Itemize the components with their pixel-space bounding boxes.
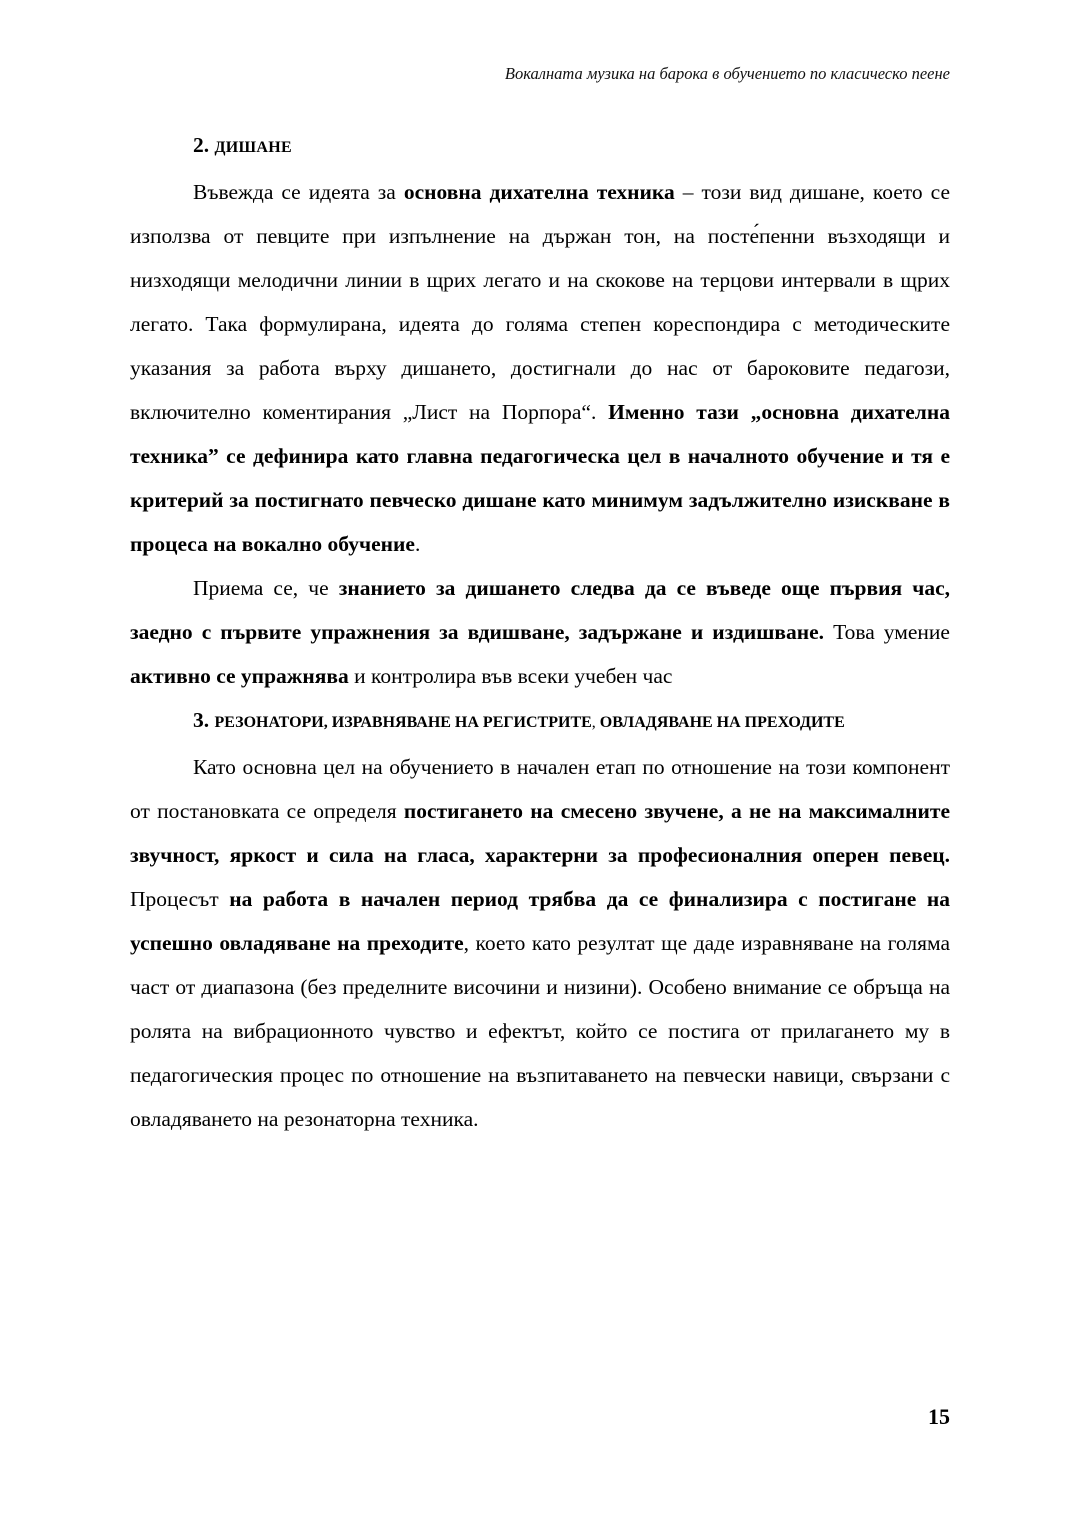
text-run: Процесът (130, 887, 230, 911)
page-content (130, 123, 950, 1141)
text-run: и контролира във всеки учебен час (348, 664, 673, 688)
text-run: Това умение (824, 620, 950, 644)
section-title: ОВЛАДЯВАНЕ НА ПРЕХОДИТЕ (599, 714, 845, 731)
section-title: ДИШАНЕ (214, 139, 292, 156)
section-title-separator: , (591, 714, 600, 731)
bold-run: Именно тази „основна дихателна техника” се дефинира като главна педагогическа цел в началното обучение и тя е критерий за постигнато певческо дишане като минимум задължително изискване в процеса на вокално обучение (130, 400, 950, 556)
bold-run: знанието за дишането следва да се въведе още първия час, заедно с първите упражнения за вдишване, задържане и издишване. (130, 576, 951, 644)
text-run: . (414, 532, 421, 556)
running-header: Вокалната музика на барока в обучението по класическо пеене (504, 64, 950, 83)
text-run: – този вид дишане, което се използва от певците при изпълнение на държан тон, на посте́пенни възходящи и низходящи мелодични линии в щрих легато и на скокове на терцови интервали в щрих легато. Така формулирана, идеята до голяма степен кореспондира с методическите указания за работа върху дишането, достигнали до нас от бароковите педагози, включително коментирания „Лист на Порпора“. (130, 180, 951, 424)
section-title: РЕЗОНАТОРИ, ИЗРАВНЯВАНЕ НА РЕГИСТРИТЕ (214, 714, 592, 731)
text-run: Като основна цел на обучението в начален етап по отношение на този компонент от постановката се определя (130, 755, 950, 823)
text-run: Приема се, че (193, 576, 339, 600)
page-number: 15 (928, 1404, 950, 1429)
paragraph (130, 566, 950, 698)
section-heading-breathing (130, 123, 950, 170)
bold-run: активно се упражнява (130, 664, 349, 688)
section-number: 3. (193, 708, 210, 732)
paragraph (130, 745, 950, 1141)
text-run: Въвежда се идеята за (193, 180, 404, 204)
section-heading-resonators (130, 698, 950, 745)
section-number: 2. (193, 133, 210, 157)
bold-run: основна дихателна техника (403, 180, 675, 204)
paragraph (130, 170, 950, 566)
text-run: , което като резултат ще даде изравняване на голяма част от диапазона (без пределните височини и низини). Особено внимание се обръща на ролята на вибрационното чувство и ефектът, който се постига от прилагането му в педагогическия процес по отношение на възпитаването на певчески навици, свързани с овладяването на резонаторна техника. (130, 931, 950, 1131)
bold-run: на работа в начален период трябва да се финализира с постигане на успешно овладяване на преходите (130, 887, 950, 955)
bold-run: постигането на смесено звучене, а не на максималните звучност, яркост и сила на гласа, характерни за професионалния оперен певец. (130, 799, 951, 867)
